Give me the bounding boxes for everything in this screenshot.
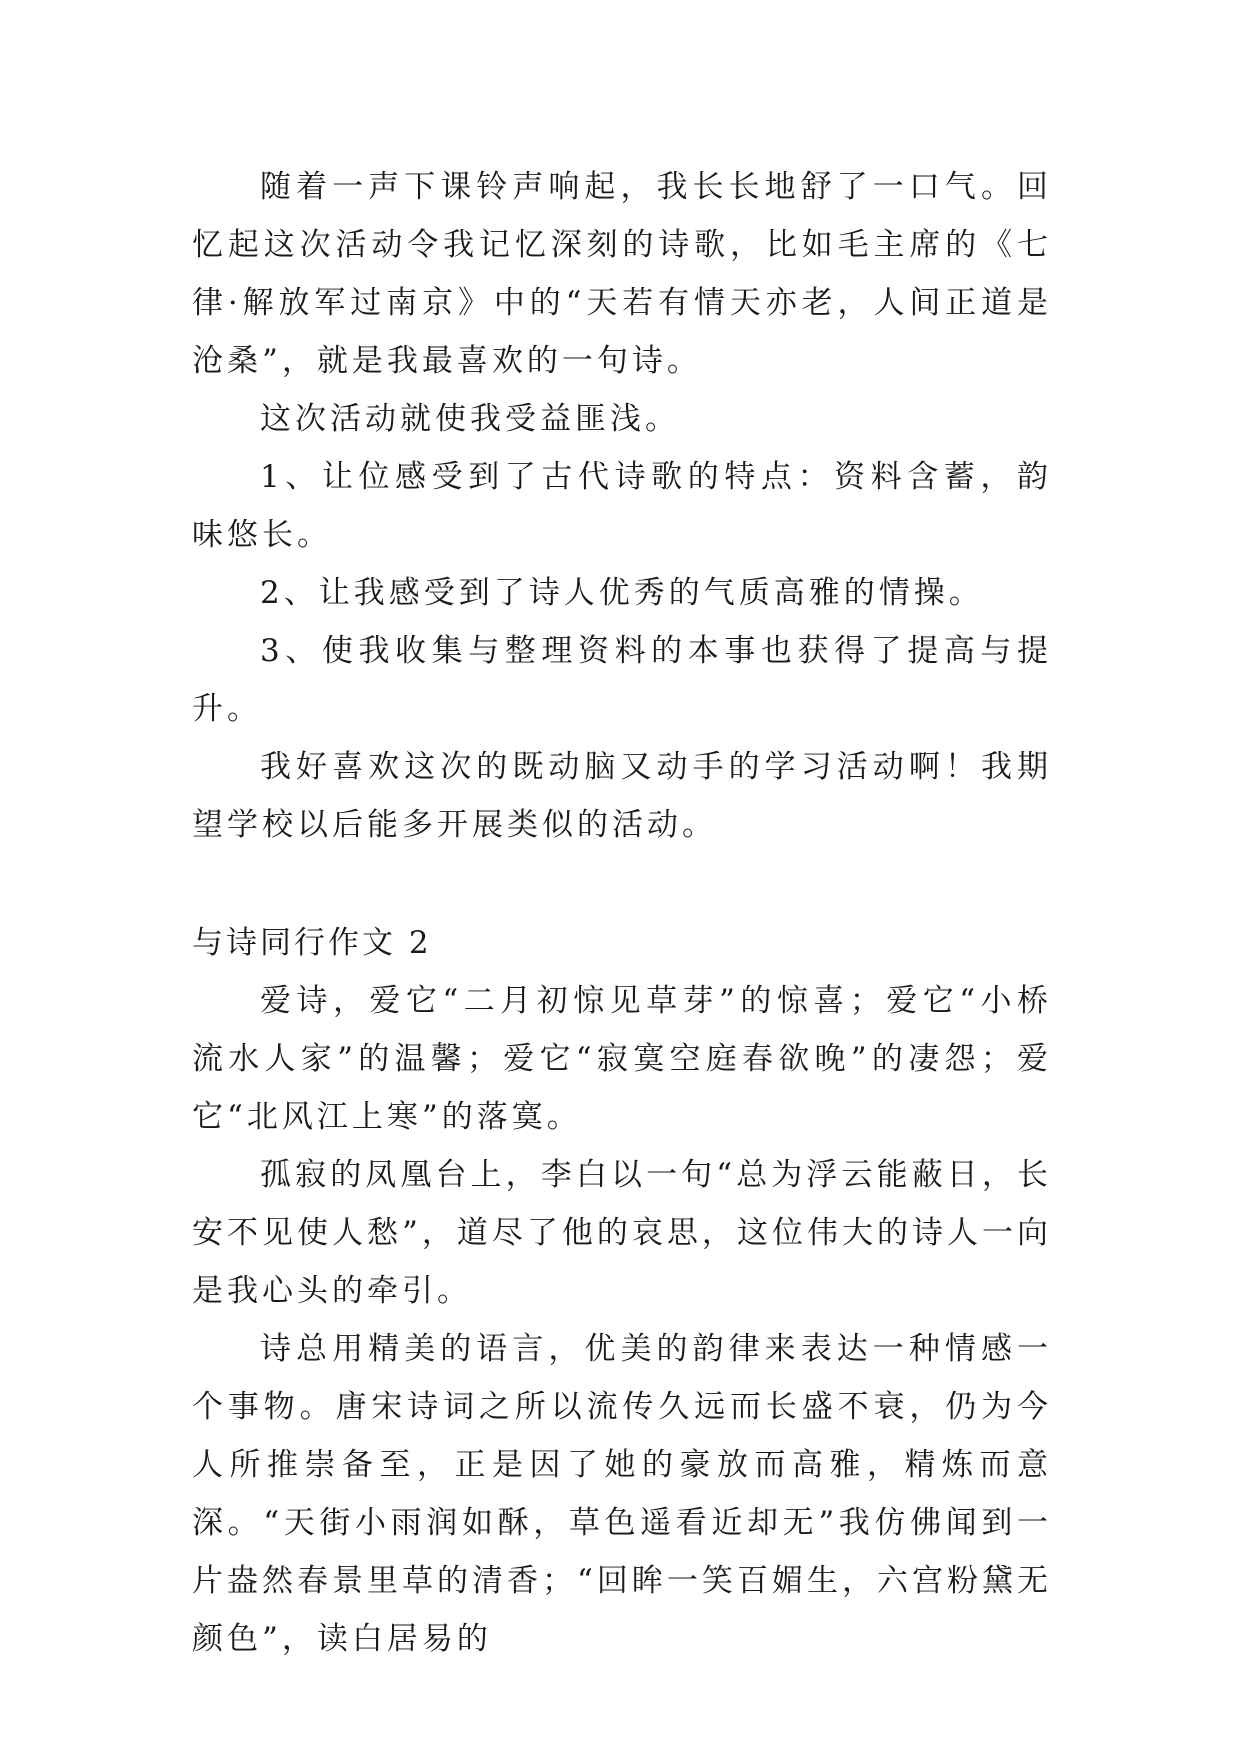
paragraph: 3、使我收集与整理资料的本事也获得了提高与提升。: [192, 633, 1052, 727]
section-heading: 与诗同行作文 2: [192, 925, 432, 961]
paragraph: 1、让位感受到了古代诗歌的特点：资料含蓄，韵味悠长。: [192, 459, 1052, 553]
paragraph: 我好喜欢这次的既动脑又动手的学习活动啊！我期望学校以后能多开展类似的活动。: [192, 749, 1052, 843]
paragraph: 诗总用精美的语言，优美的韵律来表达一种情感一个事物。唐宋诗词之所以流传久远而长盛不衰，仍为今人所推崇备至，正是因了她的豪放而高雅，精炼而意深。“天街小雨润如酥，草色遥看近却无”我仿佛闻到一片盎然春景里草的清香；“回眸一笑百媚生，六宫粉黛无颜色”，读白居易的: [192, 1331, 1052, 1657]
paragraph: 随着一声下课铃声响起，我长长地舒了一口气。回忆起这次活动令我记忆深刻的诗歌，比如毛主席的《七律·解放军过南京》中的“天若有情天亦老，人间正道是沧桑”，就是我最喜欢的一句诗。: [192, 169, 1052, 379]
paragraph: 孤寂的凤凰台上，李白以一句“总为浮云能蔽日，长安不见使人愁”，道尽了他的哀思，这位伟大的诗人一向是我心头的牵引。: [192, 1157, 1052, 1309]
paragraph: 2、让我感受到了诗人优秀的气质高雅的情操。: [260, 575, 984, 611]
document-body: [192, 158, 1052, 1668]
paragraph: 爱诗，爱它“二月初惊见草芽”的惊喜；爱它“小桥流水人家”的温馨；爱它“寂寞空庭春欲晚”的凄怨；爱它“北风江上寒”的落寞。: [192, 983, 1052, 1135]
paragraph: 这次活动就使我受益匪浅。: [260, 401, 680, 437]
